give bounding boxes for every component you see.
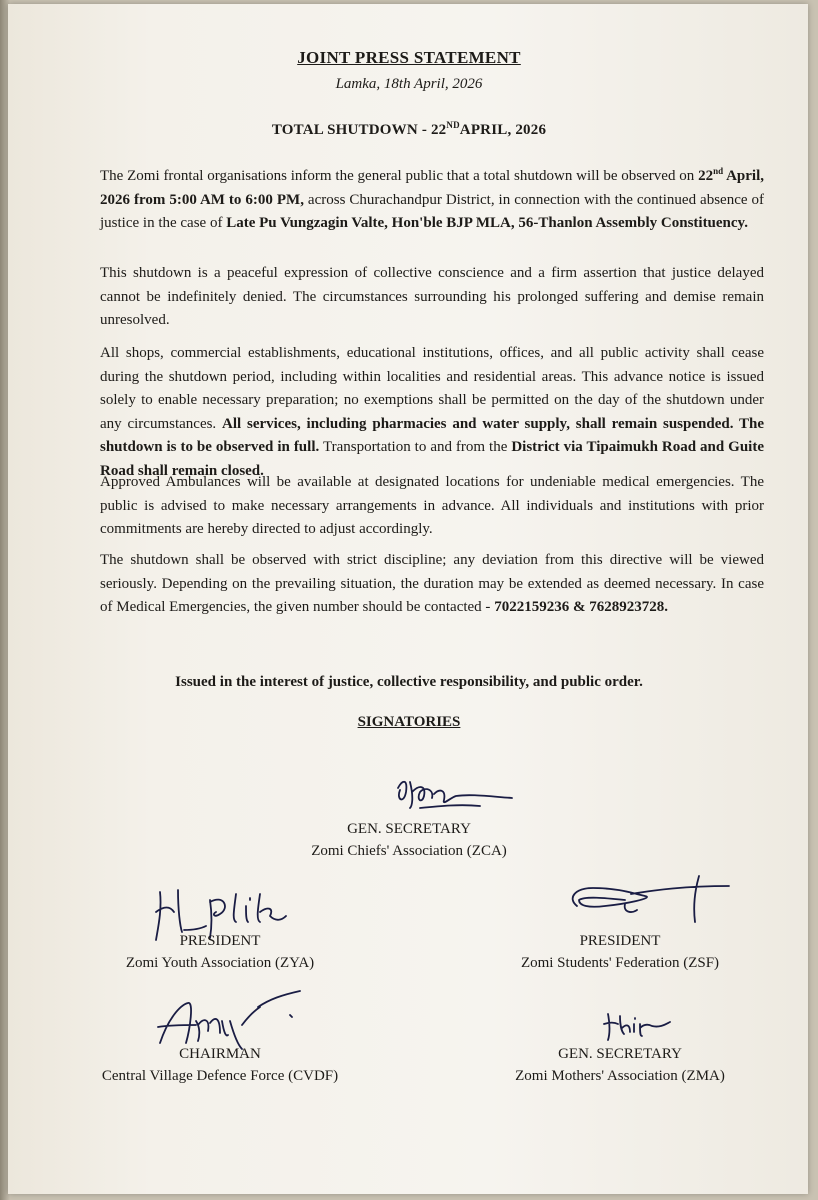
signatory-org: Central Village Defence Force (CVDF)	[101, 1068, 339, 1084]
heading-ordinal: ND	[446, 120, 460, 130]
signatory-org: Zomi Youth Association (ZYA)	[125, 955, 315, 971]
paragraph-restrictions	[100, 342, 764, 483]
emergency-phone-2: 7628923728.	[589, 599, 668, 615]
shutdown-heading	[0, 120, 818, 139]
signatory-role: PRESIDENT	[579, 933, 661, 949]
paragraph-discipline	[100, 549, 764, 620]
p5-text: The shutdown shall be observed with strict discipline; any deviation from this directive will be viewed seriously. Depending on the prevailing situation, the duration may be extended as deemed necessary. In case of Medical Emergencies, the given number should be contacted -	[100, 552, 764, 615]
emergency-phone-1: 7022159236	[494, 599, 570, 615]
phone-separator: &	[569, 599, 590, 615]
signatory-zma	[470, 1043, 770, 1087]
signatories-heading: SIGNATORIES	[357, 714, 461, 730]
p3-text-2: Transportation to and from the	[319, 439, 512, 455]
place-date: Lamka, 18th April, 2026	[335, 76, 483, 92]
signatory-zya	[70, 930, 370, 974]
p3-text-1: All shops, commercial establishments, educational institutions, offices, and all public activity shall cease during the shutdown period, including within localities and residential areas. This advance notice is issued solely to enable necessary preparation; no exemptions shall be permitted on the day of the shutdown under any circumstances.	[100, 345, 764, 432]
signatory-zca	[259, 818, 559, 862]
p1-date-ordinal: nd	[713, 166, 724, 176]
p1-text-2: across Churachandpur District, in connection with the continued absence of justice in the case of	[100, 191, 764, 231]
signatory-role: PRESIDENT	[179, 933, 261, 949]
signature-zma	[598, 1006, 678, 1046]
signatory-org: Zomi Chiefs' Association (ZCA)	[311, 843, 507, 859]
signatory-role: GEN. SECRETARY	[558, 1046, 682, 1062]
paragraph-purpose: This shutdown is a peaceful expression of collective conscience and a firm assertion that justice delayed cannot be indefinitely denied. The circumstances surrounding his prolonged suffering and demise remain unresolved.	[100, 265, 764, 328]
signature-zca	[390, 770, 520, 820]
signatory-zsf	[470, 930, 770, 974]
p3-roads: District via Tipaimukh Road and Guite Road shall remain closed.	[100, 439, 764, 479]
closing-statement: Issued in the interest of justice, collective responsibility, and public order.	[175, 674, 643, 690]
heading-suffix: APRIL, 2026	[459, 122, 547, 138]
signatory-cvdf	[70, 1043, 370, 1087]
signatory-role: CHAIRMAN	[179, 1046, 261, 1062]
p1-date-day: 22	[698, 168, 714, 184]
document-title: JOINT PRESS STATEMENT	[297, 48, 521, 67]
paragraph-announcement	[100, 160, 764, 236]
paragraph-ambulances: Approved Ambulances will be available at designated locations for undeniable medical emergencies. The public is advised to make necessary arrangements in advance. All individuals and institutions with prior commitments are hereby directed to adjust accordingly.	[100, 474, 764, 537]
signature-zsf	[565, 870, 735, 930]
p3-services: All services, including pharmacies and water supply, shall remain suspended. The shutdown is to be observed in full.	[100, 415, 764, 455]
signatory-org: Zomi Mothers' Association (ZMA)	[515, 1068, 725, 1084]
p1-date-rest: April, 2026 from 5:00 AM to 6:00 PM,	[100, 168, 764, 208]
p1-text-1: The Zomi frontal organisations inform the general public that a total shutdown will be observed on	[100, 168, 699, 184]
signatory-role: GEN. SECRETARY	[347, 821, 471, 837]
heading-prefix: TOTAL SHUTDOWN - 22	[271, 122, 447, 138]
p1-name: Late Pu Vungzagin Valte, Hon'ble BJP MLA, 56-Thanlon Assembly Constituency.	[226, 215, 748, 231]
signatory-org: Zomi Students' Federation (ZSF)	[520, 955, 720, 971]
